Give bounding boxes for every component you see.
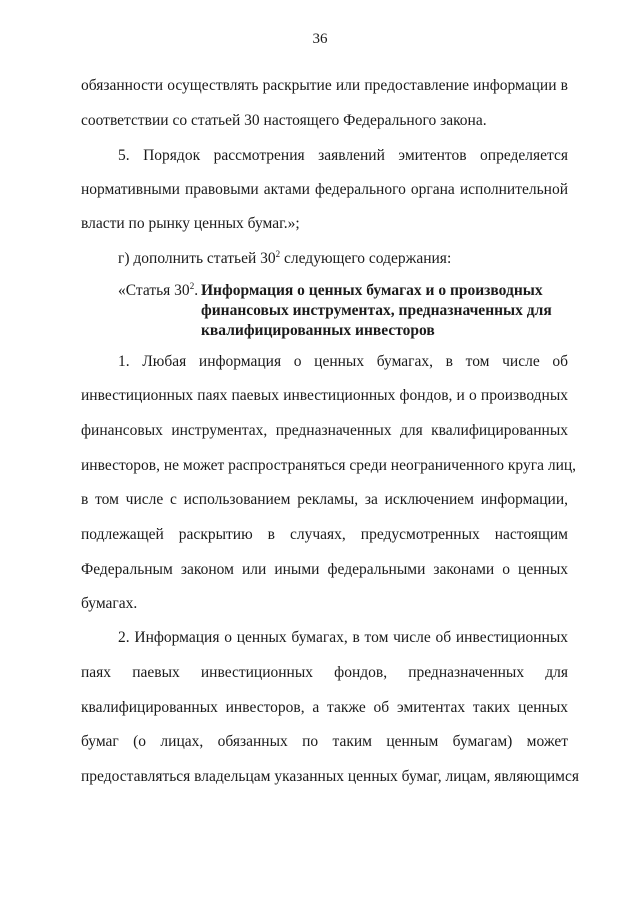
text-line: обязанности осуществлять раскрытие или предоставление информации в (81, 77, 568, 94)
text-line: 5. Порядок рассмотрения заявлений эмитентов определяется (118, 147, 568, 164)
text-line: нормативными правовыми актами федерального органа исполнительной (81, 181, 568, 198)
article-heading (201, 281, 552, 341)
text-line: 1. Любая информация о ценных бумагах, в том числе об (118, 353, 568, 370)
amendment-superscript: 2 (275, 249, 281, 259)
amendment-line (118, 249, 568, 269)
amendment-suffix: следующего содержания: (280, 250, 452, 267)
text-line: власти по рынку ценных бумаг.»; (81, 215, 300, 232)
text-line: в том числе с использованием рекламы, за исключением информации, (81, 491, 568, 508)
text-line: соответствии со статьей 30 настоящего Федерального закона. (81, 112, 487, 129)
text-line: 2. Информация о ценных бумагах, в том числе об инвестиционных (118, 629, 568, 646)
article-label (118, 281, 198, 301)
text-line: финансовых инструментах, предназначенных для квалифицированных (81, 422, 568, 439)
text-line: бумаг (о лицах, обязанных по таким ценным бумагам) может (81, 733, 568, 750)
text-line: предоставляться владельцам указанных ценных бумаг, лицам, являющимся (81, 768, 579, 785)
text-line: инвесторов, не может распространяться среди неограниченного круга лиц, (81, 457, 577, 474)
article-dot: . (194, 282, 199, 299)
amendment-prefix: г) дополнить статьей 30 (118, 250, 276, 267)
text-line: инвестиционных паях паевых инвестиционных фондов, и о производных (81, 387, 568, 404)
text-line: Федеральным законом или иными федеральными законами о ценных (81, 561, 568, 578)
text-line: паях паевых инвестиционных фондов, предназначенных для (81, 664, 568, 681)
article-heading-line: квалифицированных инвесторов (201, 322, 435, 339)
text-line: подлежащей раскрытию в случаях, предусмотренных настоящим (81, 526, 568, 543)
article-heading-line: финансовых инструментах, предназначенных для (201, 302, 552, 319)
text-line: бумагах. (81, 595, 138, 612)
article-prefix: «Статья 30 (118, 282, 190, 299)
article-heading-line: Информация о ценных бумагах и о производных (201, 282, 543, 299)
article-superscript: 2 (189, 281, 195, 291)
page-number: 36 (312, 31, 328, 47)
text-line: квалифицированных инвесторов, а также об эмитентах таких ценных (81, 699, 568, 716)
